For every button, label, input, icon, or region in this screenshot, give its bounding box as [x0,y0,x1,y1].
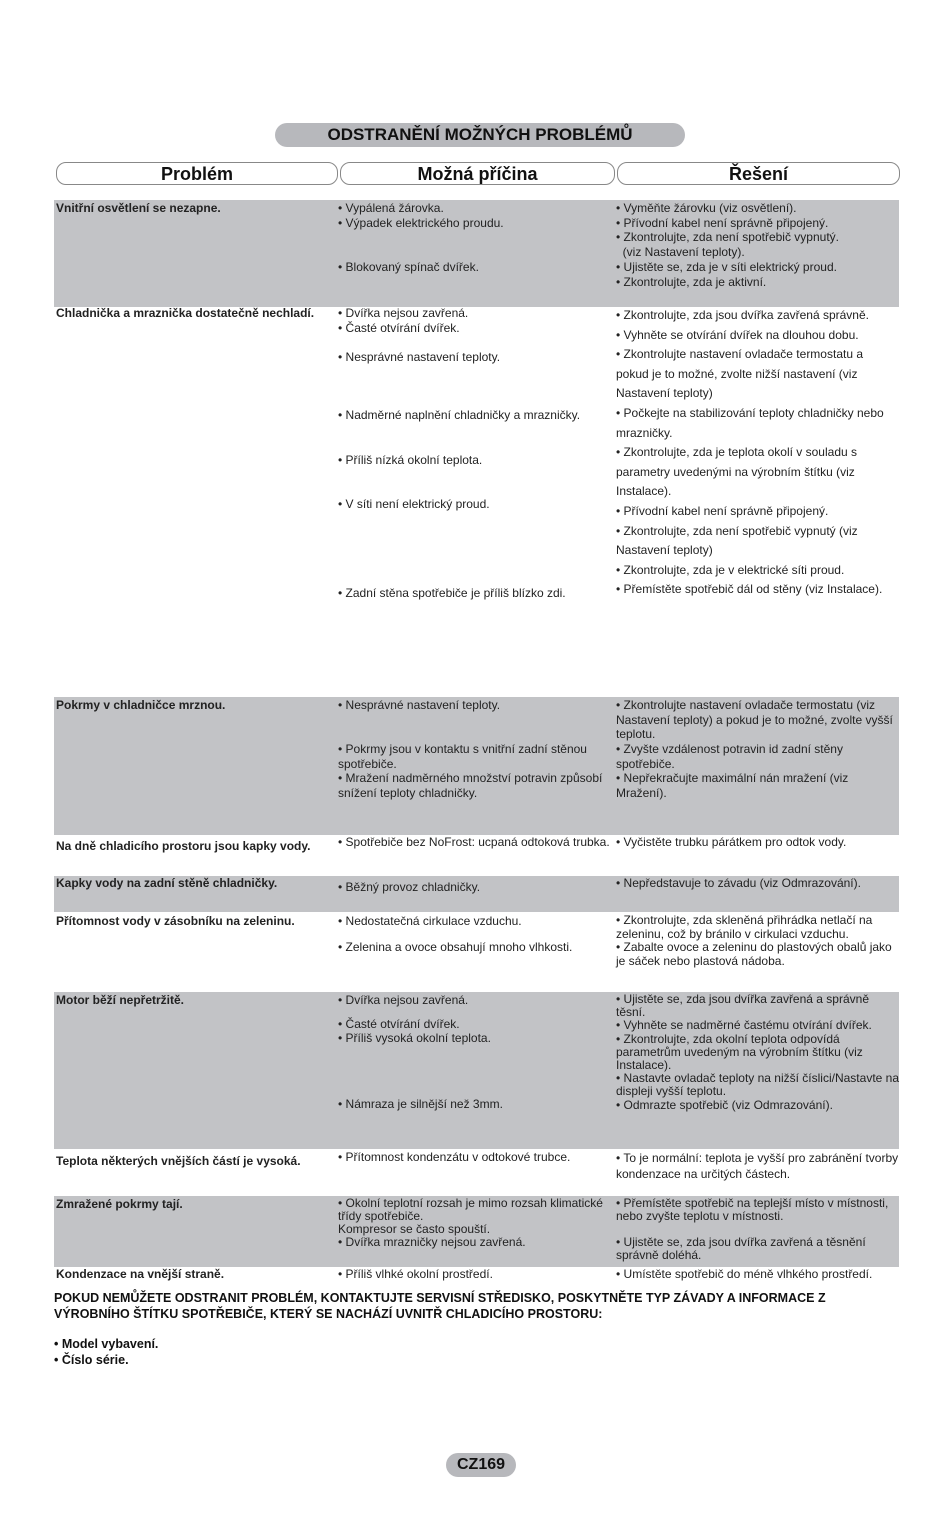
problem-cell: Teplota některých vnějších částí je vysoká. [56,1154,301,1168]
cause-cell: • Nadměrné naplnění chladničky a mrazničky. [338,408,581,422]
cause-cell: • Námraza je silnější než 3mm. [338,1097,503,1111]
cause-cell: • Zadní stěna spotřebiče je příliš blízko zdi. [338,586,566,600]
problem-cell: Na dně chladicího prostoru jsou kapky vody. [56,839,311,853]
problem-cell: Kondenzace na vnější straně. [56,1267,225,1281]
solution-cell: • Ujistěte se, zda jsou dvířka zavřená a správně těsní. • Vyhněte se nadměrné častému otvírání dvířek. • Zkontrolujte, zda okolní teplota odpovídá parametrům uvedeným na výrobním štítku (viz Instalace). • Nastavte ovladač teploty na nižší číslici/Nastavte na displeji vyšší teplotu. • Odmrazte spotřebič (viz Odmrazování). [616,992,900,1112]
cause-cell: • Spotřebiče bez NoFrost: ucpaná odtoková trubka. [338,835,610,849]
solution-cell: • Zkontrolujte nastavení ovladače termostatu (viz Nastavení teploty) a pokud je to možné, zvolte vyšší teplotu. [616,698,893,741]
solution-cell: • Vyměňte žárovku (viz osvětlení). • Přívodní kabel není správně připojený. • Zkontrolujte, zda není spotřebič vypnutý. (viz Nastavení teploty). [616,201,839,259]
solution-cell: • Přemístěte spotřebič na teplejší místo v místnosti, nebo zvyšte teplotu v místnosti. [616,1196,889,1223]
problem-cell: Přítomnost vody v zásobníku na zeleninu. [56,914,295,928]
solution-cell: • Nepředstavuje to závadu (viz Odmrazování). [616,876,861,890]
cause-cell: • Časté otvírání dvířek. • Příliš vysoká okolní teplota. [338,1017,491,1045]
header-cause: Možná příčina [340,162,615,185]
header-solution: Řešení [617,162,900,185]
cause-cell: • Příliš vlhké okolní prostředí. [338,1267,493,1281]
solution-cell: • Zvyšte vzdálenost potravin id zadní stěny spotřebiče. • Nepřekračujte maximální nán mražení (viz Mražení). [616,742,849,800]
cause-cell: • Nedostatečná cirkulace vzduchu. [338,914,522,928]
problem-cell: Kapky vody na zadní stěně chladničky. [56,876,278,890]
problem-cell: Pokrmy v chladničce mrznou. [56,698,226,712]
cause-cell: • Dvířka nejsou zavřená. • Časté otvírání dvířek. [338,306,469,335]
cause-cell: • Vypálená žárovka. • Výpadek elektrického proudu. [338,201,504,230]
cause-cell: • Příliš nízká okolní teplota. [338,453,483,467]
cause-cell: • Přítomnost kondenzátu v odtokové trubce. [338,1150,571,1164]
cause-cell: • Nesprávné nastavení teploty. [338,698,501,712]
problem-cell: Vnitřní osvětlení se nezapne. [56,201,221,215]
problem-cell: Chladnička a mraznička dostatečně nechladí. [56,306,315,320]
solution-cell: • Ujistěte se, zda jsou dvířka zavřená a těsnění správně doléhá. [616,1235,866,1262]
cause-cell: • Nesprávné nastavení teploty. [338,350,501,364]
problem-cell: Zmražené pokrmy tají. [56,1197,183,1211]
page-title: ODSTRANĚNÍ MOŽNÝCH PROBLÉMŮ [275,123,685,147]
solution-cell: • To je normální: teplota je vyšší pro zabránění tvorby kondenzace na určitých částech. [616,1151,899,1181]
footer-item-serial: • Číslo série. [54,1353,129,1367]
page-number: CZ169 [446,1453,516,1477]
cause-cell: • Pokrmy jsou v kontaktu s vnitřní zadní stěnou spotřebiče. • Mražení nadměrného množství potravin způsobí snížení teploty chladničky. [338,742,603,800]
cause-cell: • Běžný provoz chladničky. [338,880,481,894]
solution-cell: • Ujistěte se, zda je v síti elektrický proud. • Zkontrolujte, zda je aktivní. [616,260,837,289]
problem-cell: Motor běží nepřetržitě. [56,993,185,1007]
footer-item-model: • Model vybavení. [54,1337,159,1351]
cause-cell: • Okolní teplotní rozsah je mimo rozsah klimatické třídy spotřebiče. Kompresor se často spouští. • Dvířka mrazničky nejsou zavřená. [338,1196,603,1249]
solution-cell: • Umístěte spotřebič do méně vlhkého prostředí. [616,1267,873,1281]
header-problem: Problém [56,162,338,185]
service-notice: POKUD NEMŮŽETE ODSTRANIT PROBLÉM, KONTAKTUJTE SERVISNÍ STŘEDISKO, POSKYTNĚTE TYP ZÁVADY A INFORMACE Z VÝROBNÍHO ŠTÍTKU SPOTŘEBIČE, KTERÝ SE NACHÁZÍ UVNITŘ CHLADICÍHO PROSTORU: [54,1291,826,1321]
cause-cell: • V síti není elektrický proud. [338,497,490,511]
solution-cell: • Vyčistěte trubku párátkem pro odtok vody. [616,835,847,849]
cause-cell: • Zelenina a ovoce obsahují mnoho vlhkosti. [338,940,573,954]
cause-cell: • Dvířka nejsou zavřená. [338,993,469,1007]
cause-cell: • Blokovaný spínač dvířek. [338,260,479,274]
solution-cell: • Zkontrolujte, zda jsou dvířka zavřená správně. • Vyhněte se otvírání dvířek na dlouhou dobu. • Zkontrolujte nastavení ovladače termostatu a pokud je to možné, zvolte nižší nastavení (viz Nastavení teploty) • Počkejte na stabilizování teploty chladničky nebo mrazničky. • Zkontrolujte, zda je teplota okolí v souladu s parametry uvedenými na výrobním štítku (viz Instalace). • Přívodní kabel není správně připojený. • Zkontrolujte, zda není spotřebič vypnutý (viz Nastavení teploty) • Zkontrolujte, zda je v elektrické síti proud. • Přemístěte spotřebič dál od stěny (viz Instalace). [616,308,884,597]
solution-cell: • Zkontrolujte, zda skleněná přihrádka netlačí na zeleninu, což by bránilo v cirkulaci vzduchu. • Zabalte ovoce a zeleninu do plastových obalů jako je sáček nebo plastová nádoba. [616,913,892,968]
